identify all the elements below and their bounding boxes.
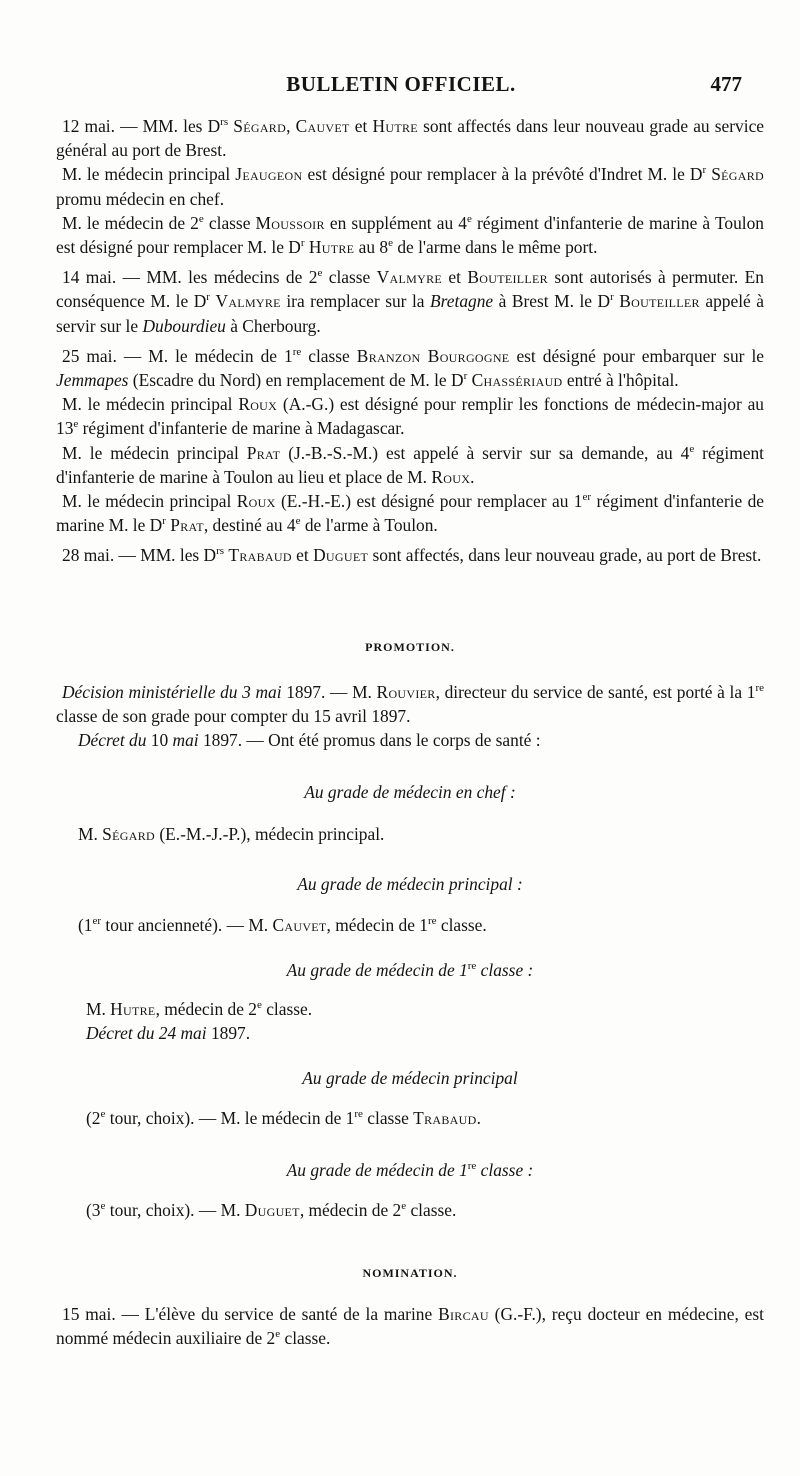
person-name: Chassériaud	[471, 370, 563, 391]
paragraph-roux-ag	[56, 392, 764, 440]
paragraph-moussoir	[56, 211, 764, 259]
entry-date: 14 mai.	[62, 267, 117, 288]
text-run: régiment d'infanterie de marine à Toulon au lieu et place de M.	[56, 442, 764, 487]
text-run: classe	[301, 345, 357, 366]
text-run: — L'élève du service de santé de la marine	[115, 1304, 439, 1324]
text-run: tour, choix). — M. le médecin de 1	[105, 1108, 355, 1128]
superscript: re	[755, 682, 764, 695]
person-name: Branzon Bourgogne	[356, 345, 510, 366]
text-run: Au grade de médecin de 1	[286, 960, 468, 980]
running-header	[60, 72, 742, 102]
text-run: M.	[78, 824, 103, 844]
text-run: — MM. les médecins de 2	[116, 267, 318, 288]
text-run: sont affectés dans leur nouveau grade au service général au port de Brest.	[56, 116, 765, 161]
entry-date: 25 mai.	[62, 345, 117, 366]
promotion-heading: PROMOTION.	[365, 640, 455, 654]
paragraph-roux-ehe	[56, 489, 764, 537]
body-text	[56, 114, 764, 568]
superscript: e	[275, 1328, 281, 1341]
text-run: , médecin de 1	[326, 915, 428, 935]
superscript: r	[463, 370, 468, 383]
text-run: M. le médecin de 2	[62, 212, 199, 233]
text-run: (J.-B.-S.-M.) est appelé à servir sur sa demande, au 4	[280, 442, 690, 463]
person-name: Roux	[236, 491, 276, 512]
text-run: (Escadre du Nord) en remplacement de M. le D	[128, 370, 464, 391]
superscript: er	[92, 915, 102, 928]
text-run: (E.-H.-E.) est désigné pour remplacer au 1	[275, 491, 583, 512]
entry-date: 28 mai.	[62, 545, 115, 566]
text-run: 1897. — Ont été promus dans le corps de santé :	[198, 730, 541, 751]
grade-medecin-principal-1	[56, 872, 764, 937]
page-number: 477	[710, 72, 742, 96]
text-run: ,	[286, 116, 296, 136]
person-name: Valmyre	[376, 267, 442, 288]
superscript: e	[73, 418, 79, 431]
person-name: Jeaugeon	[235, 164, 303, 185]
grade-entry	[56, 1106, 764, 1130]
person-name: Roux	[238, 394, 278, 415]
text-run: classe	[203, 212, 256, 233]
grade-heading: Au grade de médecin principal :	[297, 874, 523, 894]
text-run: classe :	[476, 1160, 534, 1180]
person-name: Prat	[246, 442, 281, 463]
grade-medecin-1re-classe-2	[56, 1158, 764, 1222]
grade-entry	[56, 822, 764, 846]
text-run: tour ancienneté). — M.	[101, 915, 273, 935]
person-name: Cauvet	[295, 116, 350, 136]
superscript: e	[100, 1108, 106, 1121]
superscript: er	[582, 491, 592, 504]
text-run: M. le médecin principal	[62, 442, 247, 463]
text-run: classe.	[436, 915, 487, 935]
superscript: e	[317, 267, 323, 280]
superscript: re	[292, 346, 302, 359]
text-run: promu médecin en chef.	[56, 188, 225, 209]
text-run: est désigné pour remplacer à la prévôté d'Indret M. le D	[302, 164, 703, 185]
decision-label: Décision ministérielle du 3 mai	[62, 682, 282, 702]
text-run: classe.	[261, 999, 313, 1019]
text-run: (2	[86, 1108, 101, 1128]
person-name: Bouteiller	[619, 291, 700, 312]
text-run: tour, choix). — M.	[105, 1200, 245, 1220]
promotion-heading-wrap	[56, 640, 764, 655]
decret-label: Décret du 24 mai	[86, 1023, 207, 1043]
decision-ministerielle	[56, 680, 764, 728]
entry-date: 12 mai.	[62, 116, 115, 136]
text-run: — MM. les D	[114, 116, 221, 136]
text-run: et	[349, 116, 373, 136]
bulletin-title: BULLETIN OFFICIEL.	[286, 72, 516, 96]
text-run: , médecin de 2	[299, 1200, 402, 1220]
person-name: Hutre	[372, 116, 418, 136]
grade-heading: Au grade de médecin principal	[302, 1068, 518, 1088]
superscript: re	[467, 1160, 477, 1173]
text-run: au 8	[354, 237, 389, 258]
grade-heading	[56, 958, 764, 982]
text-run: (1	[78, 915, 93, 935]
text-run: (E.-M.-J.-P.), médecin principal.	[154, 824, 385, 844]
superscript: r	[610, 291, 614, 304]
person-name: Roux	[431, 466, 471, 487]
text-run: M. le médecin principal	[62, 164, 236, 185]
person-name: Trabaud	[413, 1108, 477, 1128]
text-run: classe :	[476, 960, 534, 980]
grade-entry	[56, 913, 764, 937]
superscript: r	[162, 515, 166, 528]
grade-medecin-en-chef	[56, 780, 764, 846]
person-name: Cauvet	[272, 915, 327, 935]
superscript: e	[689, 442, 695, 455]
text-run: 1897.	[281, 682, 326, 702]
text-run: régiment d'infanterie de marine à Madagascar.	[78, 418, 405, 439]
superscript: re	[427, 915, 437, 928]
person-name: Ségard	[233, 116, 287, 136]
grade-heading	[56, 1158, 764, 1182]
nomination-heading-wrap	[56, 1266, 764, 1281]
paragraph-15-mai	[56, 1302, 764, 1350]
text-run: à Cherbourg.	[225, 315, 321, 336]
text-run: Au grade de médecin de 1	[286, 1160, 468, 1180]
superscript: e	[295, 515, 301, 528]
nomination-section	[56, 1302, 764, 1350]
ship-name: Jemmapes	[56, 370, 129, 391]
person-name: Moussoir	[255, 212, 325, 233]
text-run: classe.	[280, 1328, 331, 1349]
text-run: ira remplacer sur la	[280, 291, 431, 312]
paragraph-28-mai	[56, 543, 764, 567]
person-name: Valmyre	[215, 291, 281, 312]
text-run: — MM. les D	[114, 545, 217, 566]
text-run: (3	[86, 1200, 101, 1220]
text-run: M. le médecin principal	[62, 491, 237, 512]
text-run: classe.	[406, 1200, 457, 1220]
ship-name: Bretagne	[430, 291, 494, 312]
entry-date: 15 mai.	[62, 1304, 116, 1324]
nomination-heading: NOMINATION.	[362, 1266, 458, 1280]
superscript: re	[354, 1108, 363, 1121]
text-run: .	[470, 466, 475, 487]
superscript: e	[198, 213, 204, 226]
superscript: e	[401, 1200, 407, 1213]
person-name: Trabaud	[228, 545, 292, 566]
text-run: et	[442, 267, 468, 288]
person-name: Duguet	[313, 545, 369, 566]
grade-medecin-principal-2	[56, 1066, 764, 1130]
text-run: M.	[86, 999, 111, 1019]
decret-label: Décret du	[78, 730, 147, 751]
text-run: régiment d'infanterie de marine M. le D	[56, 491, 765, 536]
decret-24-mai	[56, 1021, 764, 1045]
grade-entry	[56, 997, 764, 1021]
superscript: e	[256, 999, 262, 1012]
decret-10-mai	[56, 728, 764, 752]
text-run: est désigné pour embarquer sur le	[509, 345, 764, 366]
text-run: .	[476, 1108, 481, 1128]
person-name: Bouteiller	[467, 267, 548, 288]
text-run: sont affectés, dans leur nouveau grade, au port de Brest.	[368, 545, 762, 566]
promotion-section	[56, 680, 764, 753]
text-run: classe	[362, 1108, 414, 1128]
text-run: (A.-G.) est désigné pour remplir les fonctions de médecin-major au 13	[56, 394, 764, 439]
text-run: — M. le médecin de 1	[116, 345, 293, 366]
paragraph-prat	[56, 441, 764, 489]
text-run: régiment d'infanterie de marine à Toulon est désigné pour remplacer M. le D	[56, 212, 764, 258]
paragraph-14-mai	[56, 265, 764, 338]
superscript: r	[206, 291, 210, 304]
superscript: e	[388, 237, 393, 250]
grade-heading: Au grade de médecin en chef :	[304, 782, 516, 802]
person-name: Ségard	[102, 824, 155, 844]
superscript: r	[702, 164, 707, 177]
text-run: de l'arme à Toulon.	[300, 515, 438, 536]
person-name: Hutre	[110, 999, 156, 1019]
text-run: classe de son grade pour compter du 15 avril 1897.	[56, 706, 411, 727]
paragraph-25-mai	[56, 344, 764, 392]
person-name: Prat	[170, 515, 204, 536]
text-run: et	[291, 545, 314, 566]
ship-name: Dubourdieu	[142, 315, 226, 336]
text-run: , directeur du service de santé, est porté à la 1	[435, 682, 756, 702]
text-run: sont autorisés à permuter. En conséquence M. le D	[56, 267, 764, 312]
superscript: r	[300, 237, 305, 250]
grade-entry	[56, 1198, 764, 1222]
paragraph-12-mai	[56, 114, 764, 162]
superscript: e	[100, 1200, 106, 1213]
person-name: Ségard	[711, 164, 764, 185]
paragraph-jeaugeon	[56, 162, 764, 210]
text-run: — M.	[325, 682, 377, 702]
text-run: entré à l'hôpital.	[562, 370, 679, 391]
superscript: rs	[216, 545, 225, 558]
text-run: mai	[172, 730, 199, 751]
text-run: en supplément au 4	[324, 212, 467, 233]
text-run: , destiné au 4	[203, 515, 296, 536]
superscript: rs	[220, 116, 229, 129]
superscript: re	[467, 960, 477, 973]
person-name: Bircau	[438, 1304, 489, 1324]
text-run: classe	[322, 267, 377, 288]
text-run: (G.-F.), reçu docteur en médecine, est nommé médecin auxiliaire de 2	[56, 1304, 764, 1349]
text-run: 10	[146, 730, 173, 751]
person-name: Hutre	[308, 237, 355, 258]
text-run: , médecin de 2	[155, 999, 257, 1019]
text-run: de l'arme dans le même port.	[392, 237, 598, 258]
text-run: 1897.	[206, 1023, 251, 1043]
person-name: Rouvier	[376, 682, 436, 702]
person-name: Duguet	[244, 1200, 300, 1220]
grade-medecin-1re-classe	[56, 958, 764, 1045]
text-run: appelé à servir sur le	[56, 291, 764, 336]
text-run: à Brest M. le D	[493, 291, 611, 312]
superscript: e	[466, 213, 472, 226]
text-run: M. le médecin principal	[62, 394, 239, 415]
